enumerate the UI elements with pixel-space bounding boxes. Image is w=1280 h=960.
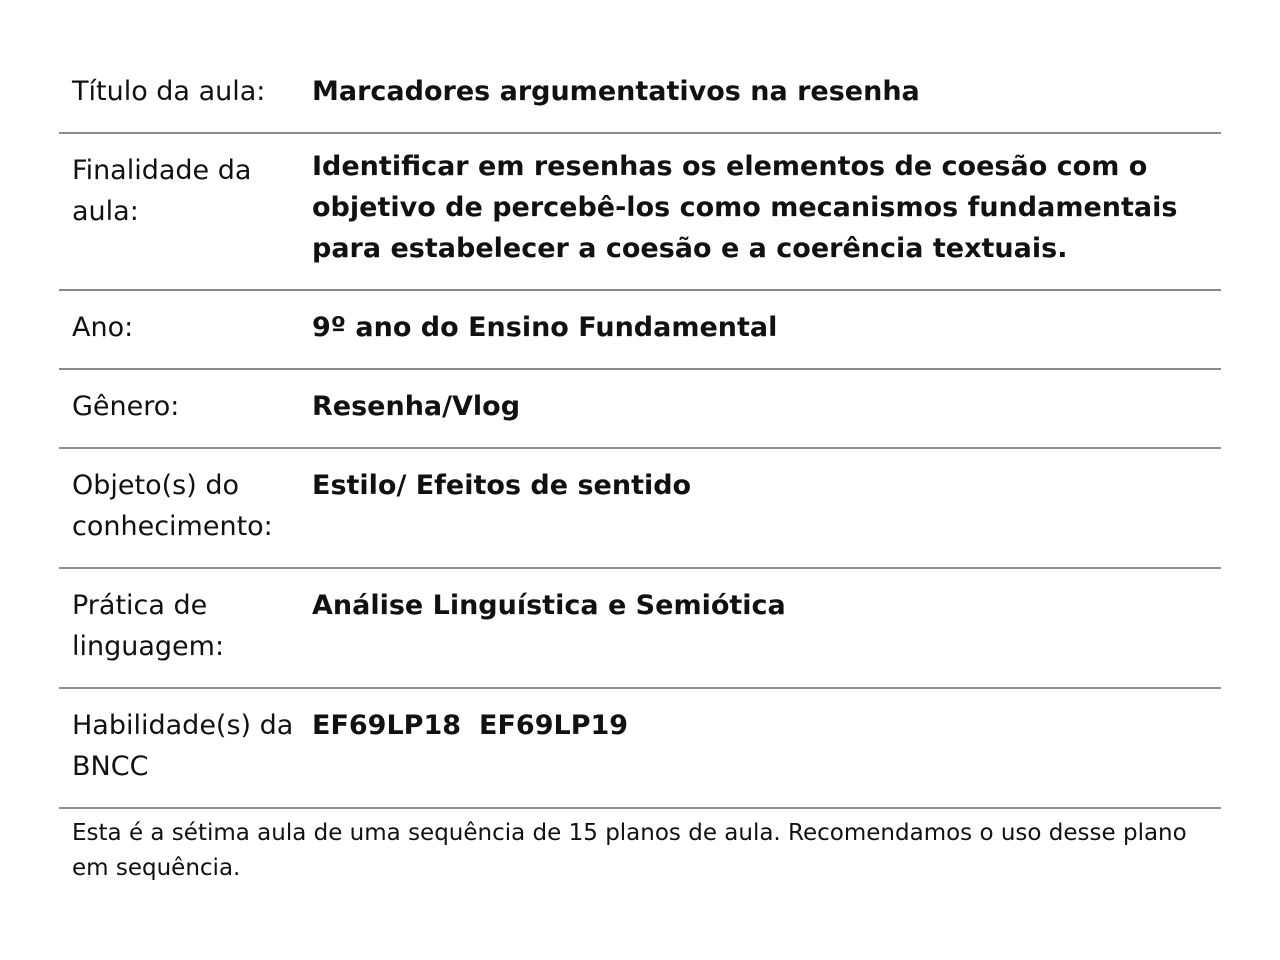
lesson-info-table — [59, 55, 1221, 809]
lesson-purpose-value: Identificar em resenhas os elementos de coesão com o objetivo de percebê-los como mecanismos fundamentais para estabelecer a coesão e a coerência textuais. — [312, 151, 1178, 264]
bncc-skills-label: Habilidade(s) da BNCC — [72, 710, 294, 782]
row-lesson-title — [59, 55, 1221, 133]
language-practice-value: Análise Linguística e Semiótica — [312, 590, 786, 621]
skill-code: EF69LP18 — [312, 710, 462, 741]
sequence-footnote: Esta é a sétima aula de uma sequência de 15 planos de aula. Recomendamos o uso desse plano em sequência. — [72, 820, 1187, 881]
row-school-year — [59, 290, 1221, 369]
school-year-value: 9º ano do Ensino Fundamental — [312, 312, 778, 343]
language-practice-label: Prática de linguagem: — [72, 590, 225, 662]
row-genre — [59, 369, 1221, 448]
row-language-practice — [59, 568, 1221, 688]
lesson-purpose-label: Finalidade da aula: — [72, 155, 252, 227]
row-lesson-purpose — [59, 133, 1221, 290]
knowledge-objects-value: Estilo/ Efeitos de sentido — [312, 470, 692, 501]
lesson-title-label: Título da aula: — [72, 76, 266, 107]
skill-code: EF69LP19 — [479, 710, 629, 741]
bncc-skills-value — [312, 705, 646, 746]
genre-value: Resenha/Vlog — [312, 391, 521, 422]
row-bncc-skills — [59, 688, 1221, 808]
lesson-title-value: Marcadores argumentativos na resenha — [312, 76, 920, 107]
genre-label: Gênero: — [72, 391, 180, 422]
school-year-label: Ano: — [72, 312, 134, 343]
knowledge-objects-label: Objeto(s) do conhecimento: — [72, 470, 273, 542]
row-knowledge-objects — [59, 448, 1221, 568]
